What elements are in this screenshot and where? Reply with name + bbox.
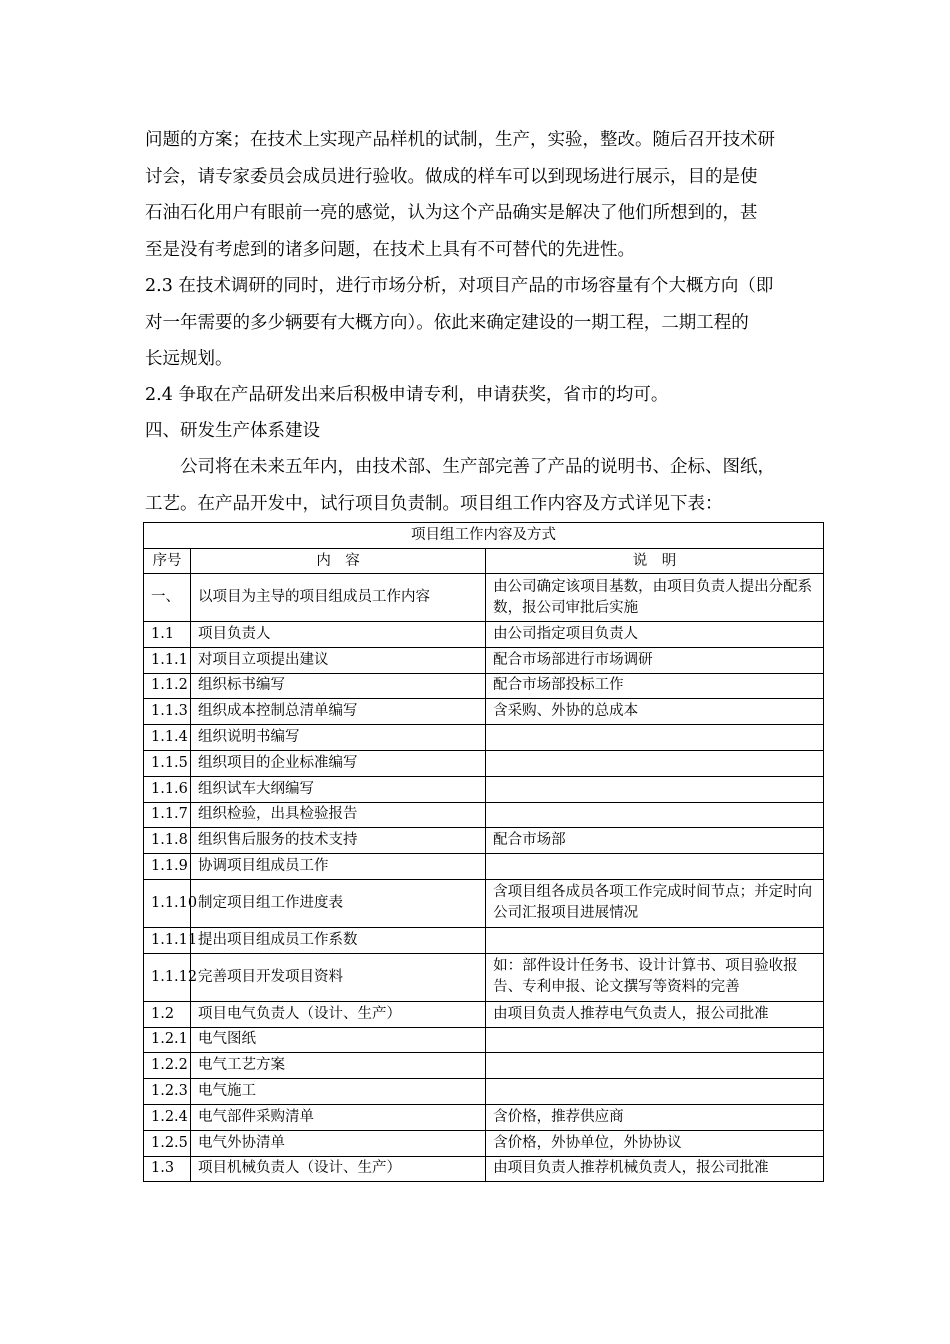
- cell-note: [486, 1079, 824, 1105]
- text-line: 长远规划。: [145, 349, 233, 369]
- cell-content: 电气外协清单: [191, 1130, 486, 1156]
- cell-note: 含价格，外协单位，外协协议: [486, 1130, 824, 1156]
- cell-note: [486, 776, 824, 802]
- cell-no: 1.1.3: [144, 699, 191, 725]
- header-no: 序号: [144, 549, 191, 574]
- cell-content: 项目电气负责人（设计、生产）: [191, 1001, 486, 1027]
- paragraph-system-build: [145, 449, 825, 522]
- table-row: [144, 1027, 824, 1053]
- cell-no: 1.1.10: [144, 879, 191, 927]
- table-header-row: [144, 549, 824, 574]
- cell-note: [486, 854, 824, 880]
- cell-no: 1.1.11: [144, 927, 191, 953]
- table-row: [144, 828, 824, 854]
- cell-content: 组织售后服务的技术支持: [191, 828, 486, 854]
- table-row: [144, 699, 824, 725]
- cell-no: 1.1.2: [144, 673, 191, 699]
- cell-content: 组织说明书编写: [191, 725, 486, 751]
- cell-content: 组织试车大纲编写: [191, 776, 486, 802]
- cell-no: 1.1.12: [144, 953, 191, 1001]
- table-row: [144, 574, 824, 622]
- cell-no: 1.2.3: [144, 1079, 191, 1105]
- text-line: 工艺。在产品开发中，试行项目负责制。项目组工作内容及方式详见下表：: [145, 493, 723, 514]
- cell-no: 1.1.6: [144, 776, 191, 802]
- cell-no: 1.1.8: [144, 828, 191, 854]
- cell-no: 一、: [144, 574, 191, 622]
- table-row: [144, 673, 824, 699]
- text-line: 讨会，请专家委员会成员进行验收。做成的样车可以到现场进行展示，目的是使: [145, 166, 758, 187]
- cell-note: 如：部件设计任务书、设计计算书、项目验收报告、专利申报、论文撰写等资料的完善: [486, 953, 824, 1001]
- cell-note: 含项目组各成员各项工作完成时间节点；并定时向公司汇报项目进展情况: [486, 879, 824, 927]
- cell-content: 电气部件采购清单: [191, 1104, 486, 1130]
- cell-no: 1.2.5: [144, 1130, 191, 1156]
- table-row: [144, 622, 824, 648]
- cell-note: 由项目负责人推荐机械负责人，报公司批准: [486, 1156, 824, 1182]
- text-line: 对一年需要的多少辆要有大概方向）。依此来确定建设的一期工程，二期工程的: [145, 312, 749, 333]
- cell-note: [486, 750, 824, 776]
- heading-text: 四、研发生产体系建设: [145, 421, 320, 441]
- cell-note: 配合市场部: [486, 828, 824, 854]
- cell-note: [486, 1053, 824, 1079]
- cell-content: 组织项目的企业标准编写: [191, 750, 486, 776]
- cell-no: 1.1.9: [144, 854, 191, 880]
- table-row: [144, 1079, 824, 1105]
- table-row: [144, 750, 824, 776]
- text-line: 至是没有考虑到的诸多问题，在技术上具有不可替代的先进性。: [145, 239, 635, 260]
- text-line: 问题的方案；在技术上实现产品样机的试制，生产，实验，整改。随后召开技术研: [145, 130, 775, 150]
- cell-content: 以项目为主导的项目组成员工作内容: [191, 574, 486, 622]
- table-row: [144, 1104, 824, 1130]
- header-note: 说 明: [486, 549, 824, 574]
- project-work-table: [143, 522, 824, 1182]
- table-title-row: [144, 523, 824, 549]
- table-body: [144, 574, 824, 1182]
- cell-no: 1.2: [144, 1001, 191, 1027]
- table-row: [144, 854, 824, 880]
- cell-content: 项目负责人: [191, 622, 486, 648]
- cell-content: 组织标书编写: [191, 673, 486, 699]
- cell-note: 配合市场部投标工作: [486, 673, 824, 699]
- table-row: [144, 1053, 824, 1079]
- paragraph-patent: [145, 377, 825, 414]
- table-row: [144, 953, 824, 1001]
- cell-content: 电气工艺方案: [191, 1053, 486, 1079]
- text-line: 2.4 争取在产品研发出来后积极申请专利，申请获奖，省市的均可。: [145, 385, 669, 405]
- cell-content: 项目机械负责人（设计、生产）: [191, 1156, 486, 1182]
- cell-no: 1.1: [144, 622, 191, 648]
- text-line: 2.3 在技术调研的同时，进行市场分析，对项目产品的市场容量有个大概方向（即: [145, 276, 774, 296]
- cell-no: 1.2.1: [144, 1027, 191, 1053]
- table-row: [144, 1156, 824, 1182]
- table-row: [144, 647, 824, 673]
- cell-no: 1.3: [144, 1156, 191, 1182]
- cell-note: 由公司确定该项目基数，由项目负责人提出分配系数，报公司审批后实施: [486, 574, 824, 622]
- cell-no: 1.1.1: [144, 647, 191, 673]
- cell-content: 电气施工: [191, 1079, 486, 1105]
- table-row: [144, 776, 824, 802]
- cell-note: 由项目负责人推荐电气负责人，报公司批准: [486, 1001, 824, 1027]
- table-row: [144, 927, 824, 953]
- cell-content: 对项目立项提出建议: [191, 647, 486, 673]
- cell-content: 组织检验，出具检验报告: [191, 802, 486, 828]
- cell-content: 协调项目组成员工作: [191, 854, 486, 880]
- cell-no: 1.2.2: [144, 1053, 191, 1079]
- cell-note: 配合市场部进行市场调研: [486, 647, 824, 673]
- cell-content: 组织成本控制总清单编写: [191, 699, 486, 725]
- paragraph-tech-trial: [145, 122, 825, 268]
- cell-note: [486, 725, 824, 751]
- cell-note: [486, 927, 824, 953]
- text-line: 公司将在未来五年内，由技术部、生产部完善了产品的说明书、企标、图纸，: [180, 457, 775, 477]
- cell-no: 1.1.4: [144, 725, 191, 751]
- cell-note: 由公司指定项目负责人: [486, 622, 824, 648]
- text-line: 石油石化用户有眼前一亮的感觉，认为这个产品确实是解决了他们所想到的，甚: [145, 203, 758, 223]
- cell-note: [486, 1027, 824, 1053]
- table-row: [144, 879, 824, 927]
- cell-no: 1.1.7: [144, 802, 191, 828]
- cell-no: 1.2.4: [144, 1104, 191, 1130]
- table-row: [144, 1001, 824, 1027]
- cell-note: 含价格，推荐供应商: [486, 1104, 824, 1130]
- cell-content: 提出项目组成员工作系数: [191, 927, 486, 953]
- section-heading: [145, 413, 825, 450]
- header-content: 内 容: [191, 549, 486, 574]
- table-row: [144, 802, 824, 828]
- table-title: 项目组工作内容及方式: [144, 523, 824, 549]
- table-row: [144, 725, 824, 751]
- cell-content: 完善项目开发项目资料: [191, 953, 486, 1001]
- cell-content: 电气图纸: [191, 1027, 486, 1053]
- cell-note: [486, 802, 824, 828]
- table-row: [144, 1130, 824, 1156]
- cell-note: 含采购、外协的总成本: [486, 699, 824, 725]
- cell-content: 制定项目组工作进度表: [191, 879, 486, 927]
- cell-no: 1.1.5: [144, 750, 191, 776]
- paragraph-market-analysis: [145, 268, 825, 378]
